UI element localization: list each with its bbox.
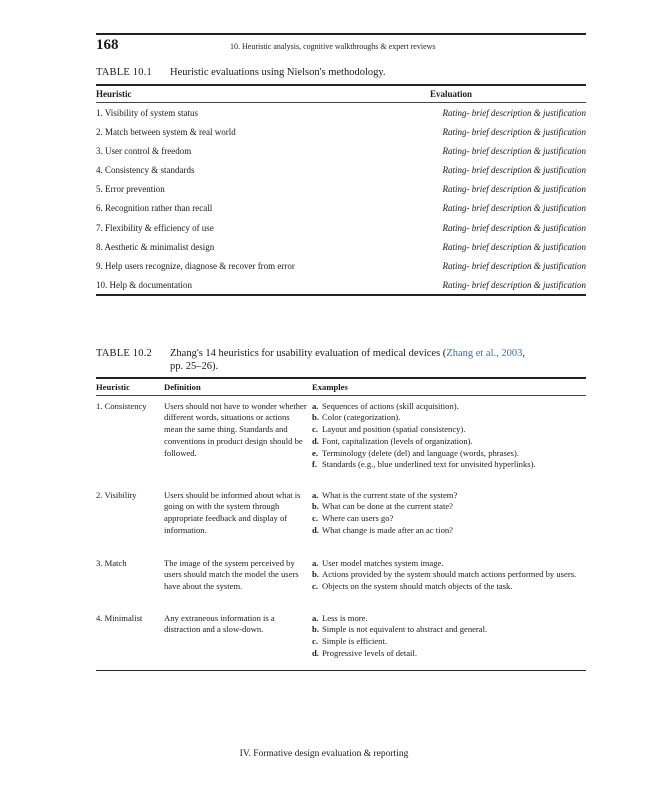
example-text: Objects on the system should match objects of the task.: [322, 581, 513, 592]
header-rule: [96, 33, 586, 35]
heuristic-name: 1. Visibility of system status: [96, 107, 199, 118]
example-text: What is the current state of the system?: [322, 489, 458, 500]
table1-row: [96, 198, 586, 217]
heuristic-name: 6. Recognition rather than recall: [96, 203, 213, 214]
table1-row: [96, 275, 586, 294]
table2-row: [96, 401, 586, 490]
table2-caption: [96, 347, 525, 373]
table2-header-row: [96, 379, 586, 395]
definition-cell: Users should be informed about what is going on with the system through appropriate feedback and display of information.: [164, 489, 301, 535]
example-text: Actions provided by the system should match actions performed by users.: [322, 569, 577, 580]
table2: [96, 377, 586, 671]
example-item: [312, 636, 588, 648]
table1-row: [96, 122, 586, 141]
example-letter: b.: [312, 501, 319, 512]
example-text: Layout and position (spatial consistency).: [322, 424, 466, 435]
example-item: [312, 448, 588, 460]
heuristic-name: 2. Match between system & real world: [96, 126, 236, 137]
example-item: [312, 501, 588, 513]
table1-caption: [96, 66, 386, 79]
table1-col-evaluation: Evaluation: [430, 88, 473, 99]
table1-row: [96, 160, 586, 179]
example-item: [312, 624, 588, 636]
table1-caption-text: Heuristic evaluations using Nielson's methodology.: [170, 67, 386, 78]
example-item: [312, 648, 588, 660]
definition-cell: The image of the system perceived by users should match the model the users have about the system.: [164, 557, 299, 592]
example-item: [312, 401, 588, 413]
table2-caption-text: Zhang's 14 heuristics for usability evaluation of medical devices (: [170, 348, 447, 359]
heuristic-name: 9. Help users recognize, diagnose & recover from error: [96, 261, 295, 271]
table1-row: [96, 141, 586, 160]
example-letter: a.: [312, 400, 319, 411]
heuristic-name: 4. Consistency & standards: [96, 165, 195, 176]
example-letter: d.: [312, 647, 319, 658]
examples-cell: [312, 613, 588, 660]
example-text: What change is made after an ac tion?: [322, 524, 453, 535]
heuristic-name: 3. User control & freedom: [96, 145, 192, 156]
example-text: User model matches system image.: [322, 557, 444, 568]
table2-col-definition: Definition: [164, 381, 201, 392]
table2-citation-link[interactable]: Zhang et al., 2003: [446, 348, 523, 359]
example-item: [312, 490, 588, 502]
evaluation-text: Rating- brief description & justification: [442, 126, 586, 137]
examples-cell: [312, 490, 588, 537]
heuristic-cell: 2. Visibility: [96, 489, 137, 500]
example-letter: c.: [312, 581, 318, 592]
example-item: [312, 424, 588, 436]
heuristic-name: 10. Help & documentation: [96, 280, 192, 291]
example-letter: a.: [312, 489, 319, 500]
table2-bottom-rule: [96, 670, 586, 672]
heuristic-name: 5. Error prevention: [96, 184, 165, 195]
example-letter: c.: [312, 424, 318, 435]
table2-col-heuristic: Heuristic: [96, 381, 130, 392]
table2-caption-tail: ,: [522, 348, 526, 359]
example-letter: a.: [312, 557, 319, 568]
table1-row: [96, 179, 586, 198]
heuristic-name: 8. Aesthetic & minimalist design: [96, 241, 215, 252]
example-item: [312, 412, 588, 424]
table1-body: [96, 103, 586, 295]
table2-row: [96, 558, 586, 613]
examples-cell: [312, 401, 588, 472]
evaluation-text: Rating- brief description & justification: [442, 222, 586, 233]
evaluation-text: Rating- brief description & justification: [442, 184, 586, 195]
definition-cell: Users should not have to wonder whether different words, situations or actions mean the same thing. Standards and conventions in product design should be followed.: [164, 400, 307, 458]
table2-row: [96, 490, 586, 558]
table1-col-heuristic: Heuristic: [96, 88, 132, 99]
evaluation-text: Rating- brief description & justification: [442, 107, 586, 118]
table1-label: TABLE 10.1: [96, 67, 152, 78]
example-text: Less is more.: [322, 612, 368, 623]
example-letter: e.: [312, 447, 318, 458]
example-text: Sequences of actions (skill acquisition).: [322, 400, 459, 411]
example-text: Standards (e.g., blue underlined text for unvisited hyperlinks).: [322, 459, 536, 470]
table2-col-examples: Examples: [312, 381, 348, 392]
example-text: What can be done at the current state?: [322, 501, 453, 512]
example-item: [312, 613, 588, 625]
example-item: [312, 581, 588, 593]
example-text: Where can users go?: [322, 513, 394, 524]
page-number: 168: [96, 37, 119, 53]
table1-row: [96, 237, 586, 256]
example-letter: b.: [312, 569, 319, 580]
table1-header-row: [96, 86, 586, 102]
example-letter: c.: [312, 636, 318, 647]
running-title: 10. Heuristic analysis, cognitive walkthroughs & expert reviews: [230, 42, 436, 51]
evaluation-text: Rating- brief description & justification: [442, 165, 586, 176]
example-letter: d.: [312, 524, 319, 535]
evaluation-text: Rating- brief description & justification: [442, 145, 586, 156]
example-item: [312, 436, 588, 448]
example-item: [312, 513, 588, 525]
example-text: Terminology (delete (del) and language (words, phrases).: [322, 447, 519, 458]
example-text: Color (categorization).: [322, 412, 401, 423]
example-letter: f.: [312, 459, 318, 470]
example-letter: d.: [312, 435, 319, 446]
page-footer: IV. Formative design evaluation & reporting: [239, 749, 409, 759]
table2-label: TABLE 10.2: [96, 348, 152, 359]
table1-bottom-rule: [96, 294, 586, 296]
example-item: [312, 558, 588, 570]
example-letter: b.: [312, 624, 319, 635]
heuristic-cell: 4. Minimalist: [96, 612, 143, 623]
example-item: [312, 525, 588, 537]
example-text: Simple is efficient.: [322, 636, 387, 647]
definition-cell: Any extraneous information is a distraction and a slow-down.: [164, 612, 275, 635]
heuristic-cell: 1. Consistency: [96, 400, 147, 411]
table1-row: [96, 103, 586, 122]
table2-header-rule: [96, 395, 586, 396]
heuristic-cell: 3. Match: [96, 557, 127, 568]
example-letter: c.: [312, 513, 318, 524]
table1: [96, 84, 586, 296]
table1-row: [96, 256, 586, 275]
example-text: Simple is not equivalent to abstract and general.: [322, 624, 488, 635]
evaluation-text: Rating- brief description & justification: [442, 261, 586, 271]
examples-cell: [312, 558, 588, 593]
heuristic-name: 7. Flexibility & efficiency of use: [96, 222, 214, 233]
example-item: [312, 459, 588, 471]
table2-body: [96, 401, 586, 670]
table1-row: [96, 218, 586, 237]
example-letter: a.: [312, 612, 319, 623]
evaluation-text: Rating- brief description & justification: [442, 280, 586, 291]
example-item: [312, 569, 588, 581]
table2-row: [96, 613, 586, 670]
example-text: Progressive levels of detail.: [322, 647, 417, 658]
table2-caption-line2: pp. 25–26).: [170, 361, 219, 372]
evaluation-text: Rating- brief description & justification: [442, 203, 586, 214]
evaluation-text: Rating- brief description & justification: [442, 241, 586, 252]
example-letter: b.: [312, 412, 319, 423]
example-text: Font, capitalization (levels of organization).: [322, 435, 473, 446]
